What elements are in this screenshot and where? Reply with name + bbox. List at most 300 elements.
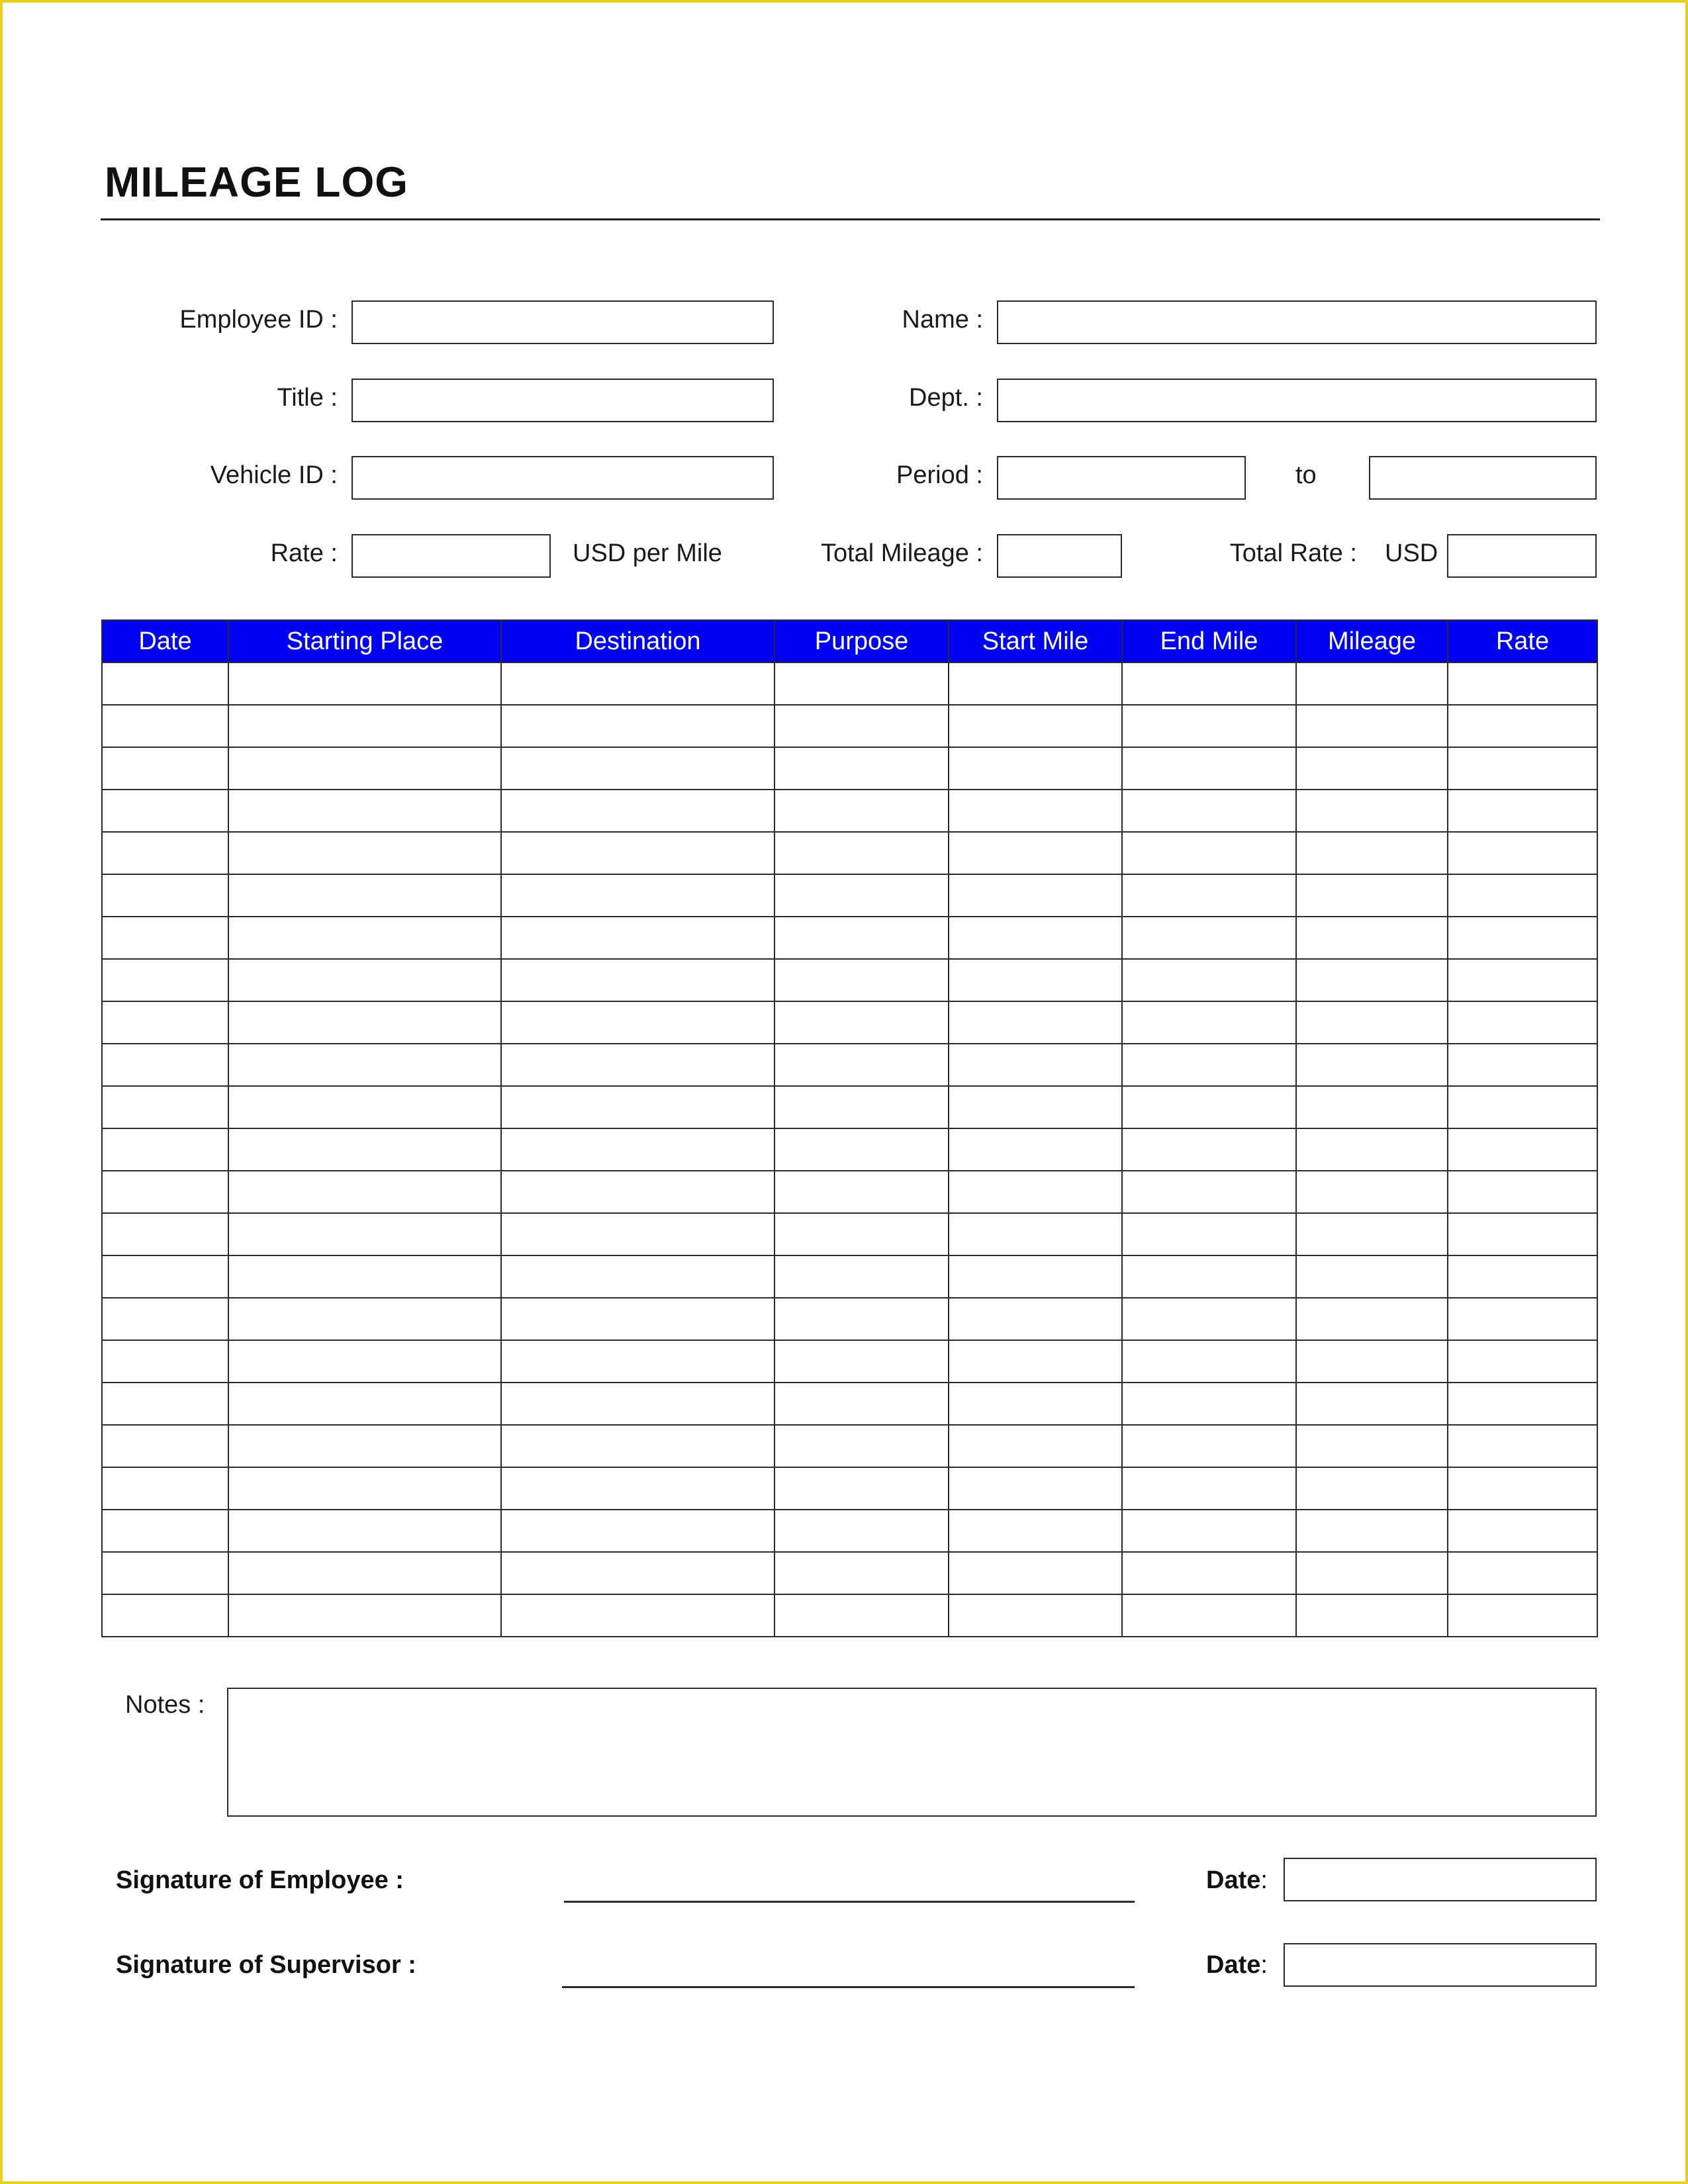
table-cell-date [102, 874, 228, 917]
table-cell-mileage-input[interactable] [1297, 1171, 1447, 1212]
table-cell-rate-input[interactable] [1448, 1129, 1597, 1170]
table-cell-purpose [774, 1255, 949, 1298]
table-cell-rate [1448, 1213, 1597, 1255]
table-cell-starting-place [228, 1171, 501, 1213]
table-cell-end-mile-input[interactable] [1123, 1256, 1295, 1297]
table-cell-end-mile-input[interactable] [1123, 1468, 1295, 1509]
table-row [102, 917, 1597, 959]
table-cell-date [102, 1594, 228, 1637]
table-cell-purpose-input[interactable] [775, 1595, 948, 1636]
table-cell-date-input[interactable] [103, 1171, 228, 1212]
dept-label: Dept. : [909, 384, 983, 412]
table-cell-end-mile-input[interactable] [1123, 1044, 1295, 1085]
table-cell-purpose-input[interactable] [775, 1341, 948, 1382]
table-cell-starting-place-input[interactable] [229, 1553, 500, 1594]
supervisor-signature-label: Signature of Supervisor : [116, 1951, 416, 1979]
table-cell-date [102, 1552, 228, 1594]
table-cell-destination-input[interactable] [502, 960, 774, 1001]
table-cell-purpose-input[interactable] [775, 1171, 948, 1212]
table-cell-starting-place-input[interactable] [229, 1044, 500, 1085]
table-cell-start-mile-input[interactable] [949, 1298, 1121, 1340]
table-cell-date [102, 1467, 228, 1510]
period-from-input[interactable] [997, 456, 1246, 500]
table-cell-destination-input[interactable] [502, 790, 774, 831]
notes-textarea[interactable] [227, 1688, 1597, 1817]
table-cell-destination-input[interactable] [502, 1214, 774, 1255]
table-cell-end-mile-input[interactable] [1123, 875, 1295, 916]
table-cell-purpose [774, 1298, 949, 1340]
table-cell-starting-place-input[interactable] [229, 1510, 500, 1551]
table-cell-destination-input[interactable] [502, 1129, 774, 1170]
table-cell-mileage-input[interactable] [1297, 1553, 1447, 1594]
table-cell-starting-place [228, 1086, 501, 1128]
table-cell-purpose-input[interactable] [775, 1553, 948, 1594]
table-cell-mileage-input[interactable] [1297, 1383, 1447, 1424]
table-cell-rate [1448, 917, 1597, 959]
table-cell-date [102, 1171, 228, 1213]
table-cell-mileage-input[interactable] [1297, 1256, 1447, 1297]
table-cell-destination-input[interactable] [502, 1595, 774, 1636]
table-cell-mileage-input[interactable] [1297, 748, 1447, 789]
table-cell-purpose-input[interactable] [775, 790, 948, 831]
table-cell-rate [1448, 959, 1597, 1001]
table-cell-purpose [774, 1425, 949, 1467]
employee-id-label: Employee ID : [179, 306, 338, 334]
table-cell-end-mile-input[interactable] [1123, 1129, 1295, 1170]
table-cell-mileage-input[interactable] [1297, 1510, 1447, 1551]
table-cell-end-mile-input[interactable] [1123, 1595, 1295, 1636]
table-cell-destination-input[interactable] [502, 1468, 774, 1509]
table-cell-end-mile [1122, 662, 1296, 705]
table-cell-purpose [774, 747, 949, 790]
table-cell-destination [501, 1255, 774, 1298]
table-cell-destination-input[interactable] [502, 875, 774, 916]
employee-signature-line[interactable] [564, 1901, 1135, 1903]
table-cell-purpose [774, 1552, 949, 1594]
table-cell-end-mile-input[interactable] [1123, 790, 1295, 831]
table-cell-end-mile-input[interactable] [1123, 833, 1295, 874]
table-cell-starting-place-input[interactable] [229, 1468, 500, 1509]
table-cell-mileage-input[interactable] [1297, 1044, 1447, 1085]
table-cell-mileage [1296, 1552, 1448, 1594]
table-cell-destination-input[interactable] [502, 1510, 774, 1551]
table-cell-purpose [774, 662, 949, 705]
table-cell-purpose-input[interactable] [775, 875, 948, 916]
table-cell-purpose-input[interactable] [775, 705, 948, 747]
table-cell-rate [1448, 874, 1597, 917]
table-row [102, 747, 1597, 790]
table-cell-purpose [774, 1086, 949, 1128]
table-cell-destination-input[interactable] [502, 1341, 774, 1382]
table-cell-end-mile-input[interactable] [1123, 1383, 1295, 1424]
table-cell-purpose-input[interactable] [775, 1002, 948, 1043]
table-cell-rate-input[interactable] [1448, 1468, 1597, 1509]
table-cell-destination [501, 1552, 774, 1594]
table-cell-rate-input[interactable] [1448, 1383, 1597, 1424]
table-cell-mileage-input[interactable] [1297, 1426, 1447, 1467]
table-cell-destination-input[interactable] [502, 1553, 774, 1594]
table-cell-rate-input[interactable] [1448, 1298, 1597, 1340]
table-cell-mileage-input[interactable] [1297, 1341, 1447, 1382]
table-cell-end-mile-input[interactable] [1123, 1171, 1295, 1212]
table-cell-end-mile [1122, 1383, 1296, 1425]
table-cell-purpose-input[interactable] [775, 1129, 948, 1170]
page-title: MILEAGE LOG [105, 158, 408, 206]
table-cell-rate-input[interactable] [1448, 1341, 1597, 1382]
table-cell-mileage-input[interactable] [1297, 1468, 1447, 1509]
column-header-destination: Destination [501, 620, 774, 662]
table-cell-destination [501, 1001, 774, 1044]
table-cell-starting-place [228, 874, 501, 917]
table-cell-date-input[interactable] [103, 1256, 228, 1297]
table-cell-end-mile-input[interactable] [1123, 917, 1295, 958]
table-cell-purpose-input[interactable] [775, 1256, 948, 1297]
table-cell-end-mile-input[interactable] [1123, 1553, 1295, 1594]
table-cell-end-mile [1122, 874, 1296, 917]
table-cell-end-mile-input[interactable] [1123, 960, 1295, 1001]
table-cell-rate [1448, 747, 1597, 790]
table-cell-rate-input[interactable] [1448, 1510, 1597, 1551]
table-cell-start-mile [949, 1171, 1122, 1213]
table-cell-end-mile-input[interactable] [1123, 1214, 1295, 1255]
employee-id-input[interactable] [352, 300, 774, 344]
table-cell-starting-place-input[interactable] [229, 917, 500, 958]
table-row [102, 1594, 1597, 1637]
table-cell-start-mile-input[interactable] [949, 960, 1121, 1001]
table-cell-starting-place [228, 1594, 501, 1637]
table-cell-start-mile [949, 1383, 1122, 1425]
name-label: Name : [902, 306, 983, 334]
table-cell-purpose-input[interactable] [775, 1087, 948, 1128]
table-cell-starting-place-input[interactable] [229, 1341, 500, 1382]
table-cell-starting-place [228, 1552, 501, 1594]
table-cell-destination-input[interactable] [502, 917, 774, 958]
table-cell-rate [1448, 1044, 1597, 1086]
table-cell-start-mile-input[interactable] [949, 748, 1121, 789]
table-cell-destination [501, 1213, 774, 1255]
table-cell-destination-input[interactable] [502, 833, 774, 874]
table-cell-start-mile [949, 1213, 1122, 1255]
supervisor-date-label: Date: [1206, 1951, 1268, 1979]
table-cell-end-mile-input[interactable] [1123, 1510, 1295, 1551]
table-cell-start-mile-input[interactable] [949, 663, 1121, 704]
table-cell-mileage [1296, 1171, 1448, 1213]
table-cell-end-mile-input[interactable] [1123, 1087, 1295, 1128]
table-cell-starting-place-input[interactable] [229, 705, 500, 747]
table-cell-rate-input[interactable] [1448, 1044, 1597, 1085]
table-cell-starting-place [228, 662, 501, 705]
rate-input[interactable] [352, 534, 551, 578]
table-cell-starting-place-input[interactable] [229, 1426, 500, 1467]
table-cell-destination-input[interactable] [502, 1171, 774, 1212]
table-cell-start-mile-input[interactable] [949, 1214, 1121, 1255]
table-cell-start-mile-input[interactable] [949, 1087, 1121, 1128]
table-cell-starting-place-input[interactable] [229, 1129, 500, 1170]
table-cell-date-input[interactable] [103, 1383, 228, 1424]
table-cell-purpose-input[interactable] [775, 917, 948, 958]
table-cell-rate-input[interactable] [1448, 705, 1597, 747]
table-cell-mileage-input[interactable] [1297, 1595, 1447, 1636]
table-cell-destination-input[interactable] [502, 1044, 774, 1085]
table-cell-purpose-input[interactable] [775, 1298, 948, 1340]
table-cell-date [102, 917, 228, 959]
table-cell-starting-place-input[interactable] [229, 875, 500, 916]
table-cell-destination-input[interactable] [502, 663, 774, 704]
table-cell-starting-place [228, 1383, 501, 1425]
table-cell-destination-input[interactable] [502, 1002, 774, 1043]
table-cell-rate-input[interactable] [1448, 875, 1597, 916]
table-cell-start-mile-input[interactable] [949, 833, 1121, 874]
table-cell-mileage [1296, 1510, 1448, 1552]
period-label: Period : [896, 461, 983, 489]
table-cell-date-input[interactable] [103, 1426, 228, 1467]
table-cell-starting-place [228, 1044, 501, 1086]
table-cell-destination-input[interactable] [502, 1087, 774, 1128]
table-cell-mileage-input[interactable] [1297, 663, 1447, 704]
table-cell-starting-place-input[interactable] [229, 1383, 500, 1424]
table-cell-start-mile-input[interactable] [949, 1595, 1121, 1636]
table-cell-purpose [774, 705, 949, 747]
table-cell-date-input[interactable] [103, 1468, 228, 1509]
table-cell-end-mile-input[interactable] [1123, 748, 1295, 789]
table-cell-date-input[interactable] [103, 917, 228, 958]
table-cell-rate-input[interactable] [1448, 1087, 1597, 1128]
name-input[interactable] [997, 300, 1597, 344]
table-row [102, 1213, 1597, 1255]
table-cell-rate-input[interactable] [1448, 833, 1597, 874]
table-cell-purpose-input[interactable] [775, 1426, 948, 1467]
table-cell-mileage-input[interactable] [1297, 960, 1447, 1001]
table-cell-start-mile-input[interactable] [949, 1383, 1121, 1424]
table-cell-start-mile [949, 747, 1122, 790]
table-cell-start-mile-input[interactable] [949, 1256, 1121, 1297]
table-cell-date [102, 662, 228, 705]
table-cell-start-mile-input[interactable] [949, 1129, 1121, 1170]
table-cell-end-mile-input[interactable] [1123, 1341, 1295, 1382]
table-cell-date-input[interactable] [103, 1087, 228, 1128]
column-header-date: Date [102, 620, 228, 662]
title-input[interactable] [352, 379, 774, 422]
table-row [102, 1298, 1597, 1340]
title-label: Title : [277, 384, 338, 412]
table-cell-rate-input[interactable] [1448, 790, 1597, 831]
table-cell-date-input[interactable] [103, 1553, 228, 1594]
table-cell-start-mile-input[interactable] [949, 917, 1121, 958]
table-cell-mileage-input[interactable] [1297, 833, 1447, 874]
table-cell-mileage [1296, 874, 1448, 917]
table-cell-date [102, 1340, 228, 1383]
table-cell-purpose-input[interactable] [775, 1383, 948, 1424]
table-cell-starting-place [228, 1340, 501, 1383]
table-cell-rate-input[interactable] [1448, 960, 1597, 1001]
table-cell-purpose-input[interactable] [775, 748, 948, 789]
table-cell-start-mile-input[interactable] [949, 1044, 1121, 1085]
table-cell-date [102, 1383, 228, 1425]
table-cell-destination-input[interactable] [502, 748, 774, 789]
table-cell-rate-input[interactable] [1448, 748, 1597, 789]
table-cell-end-mile-input[interactable] [1123, 1426, 1295, 1467]
table-cell-mileage-input[interactable] [1297, 917, 1447, 958]
table-cell-end-mile-input[interactable] [1123, 1002, 1295, 1043]
table-cell-starting-place-input[interactable] [229, 1256, 500, 1297]
table-cell-purpose [774, 832, 949, 874]
table-row [102, 1340, 1597, 1383]
table-cell-destination [501, 959, 774, 1001]
table-cell-date-input[interactable] [103, 748, 228, 789]
table-cell-start-mile-input[interactable] [949, 705, 1121, 747]
table-cell-start-mile-input[interactable] [949, 1002, 1121, 1043]
table-cell-starting-place-input[interactable] [229, 1595, 500, 1636]
table-cell-date [102, 959, 228, 1001]
table-cell-mileage [1296, 1425, 1448, 1467]
total-rate-currency: USD [1385, 539, 1438, 567]
table-cell-date-input[interactable] [103, 1044, 228, 1085]
table-cell-starting-place-input[interactable] [229, 748, 500, 789]
table-cell-starting-place-input[interactable] [229, 960, 500, 1001]
table-cell-destination-input[interactable] [502, 1383, 774, 1424]
table-cell-end-mile [1122, 1594, 1296, 1637]
vehicle-id-input[interactable] [352, 456, 774, 500]
table-cell-start-mile-input[interactable] [949, 1426, 1121, 1467]
table-cell-rate [1448, 1128, 1597, 1171]
table-cell-rate-input[interactable] [1448, 1002, 1597, 1043]
table-cell-starting-place-input[interactable] [229, 1171, 500, 1212]
table-cell-date-input[interactable] [103, 960, 228, 1001]
table-cell-date-input[interactable] [103, 663, 228, 704]
table-cell-purpose [774, 790, 949, 832]
table-cell-rate-input[interactable] [1448, 1595, 1597, 1636]
table-cell-start-mile [949, 1255, 1122, 1298]
table-cell-purpose [774, 1594, 949, 1637]
table-cell-start-mile-input[interactable] [949, 1341, 1121, 1382]
table-cell-end-mile-input[interactable] [1123, 705, 1295, 747]
table-cell-rate-input[interactable] [1448, 1553, 1597, 1594]
dept-input[interactable] [997, 379, 1597, 422]
table-cell-date-input[interactable] [103, 1341, 228, 1382]
table-cell-date-input[interactable] [103, 1002, 228, 1043]
table-cell-destination-input[interactable] [502, 1298, 774, 1340]
table-cell-start-mile [949, 790, 1122, 832]
table-cell-date-input[interactable] [103, 1595, 228, 1636]
table-cell-end-mile-input[interactable] [1123, 1298, 1295, 1340]
table-cell-start-mile [949, 1552, 1122, 1594]
table-cell-mileage-input[interactable] [1297, 1129, 1447, 1170]
table-cell-rate-input[interactable] [1448, 1256, 1597, 1297]
table-cell-mileage-input[interactable] [1297, 1214, 1447, 1255]
table-cell-starting-place [228, 1467, 501, 1510]
table-cell-end-mile-input[interactable] [1123, 663, 1295, 704]
table-cell-date-input[interactable] [103, 790, 228, 831]
table-cell-date-input[interactable] [103, 833, 228, 874]
supervisor-date-input[interactable] [1284, 1943, 1597, 1987]
table-cell-destination [501, 1171, 774, 1213]
title-divider [101, 218, 1600, 220]
table-cell-purpose-input[interactable] [775, 1468, 948, 1509]
table-cell-date [102, 747, 228, 790]
table-cell-date-input[interactable] [103, 875, 228, 916]
table-cell-mileage-input[interactable] [1297, 1087, 1447, 1128]
table-cell-date [102, 1128, 228, 1171]
column-header-rate: Rate [1448, 620, 1597, 662]
table-cell-rate-input[interactable] [1448, 917, 1597, 958]
table-cell-starting-place-input[interactable] [229, 663, 500, 704]
table-cell-starting-place-input[interactable] [229, 833, 500, 874]
table-cell-rate [1448, 1255, 1597, 1298]
table-cell-destination [501, 832, 774, 874]
supervisor-signature-line[interactable] [562, 1986, 1135, 1988]
table-cell-end-mile [1122, 747, 1296, 790]
table-row [102, 1001, 1597, 1044]
column-header-purpose: Purpose [774, 620, 949, 662]
table-cell-start-mile-input[interactable] [949, 1468, 1121, 1509]
table-cell-rate-input[interactable] [1448, 1426, 1597, 1467]
table-cell-purpose-input[interactable] [775, 960, 948, 1001]
table-cell-purpose-input[interactable] [775, 663, 948, 704]
table-cell-mileage [1296, 662, 1448, 705]
table-cell-end-mile [1122, 1086, 1296, 1128]
period-to-input[interactable] [1369, 456, 1597, 500]
table-cell-destination [501, 1298, 774, 1340]
table-cell-mileage-input[interactable] [1297, 1298, 1447, 1340]
table-cell-date-input[interactable] [103, 1214, 228, 1255]
table-cell-starting-place-input[interactable] [229, 1002, 500, 1043]
table-cell-starting-place [228, 1255, 501, 1298]
table-cell-start-mile-input[interactable] [949, 1510, 1121, 1551]
table-cell-date-input[interactable] [103, 1298, 228, 1340]
table-cell-destination-input[interactable] [502, 1426, 774, 1467]
table-cell-date [102, 705, 228, 747]
table-cell-mileage [1296, 1255, 1448, 1298]
table-cell-start-mile-input[interactable] [949, 1553, 1121, 1594]
table-cell-rate [1448, 662, 1597, 705]
table-cell-date-input[interactable] [103, 1129, 228, 1170]
table-cell-destination-input[interactable] [502, 705, 774, 747]
rate-unit-label: USD per Mile [573, 539, 722, 567]
table-cell-rate-input[interactable] [1448, 1171, 1597, 1212]
table-cell-destination-input[interactable] [502, 1256, 774, 1297]
table-cell-start-mile-input[interactable] [949, 875, 1121, 916]
table-cell-rate-input[interactable] [1448, 1214, 1597, 1255]
table-cell-date-input[interactable] [103, 705, 228, 747]
table-cell-starting-place [228, 1213, 501, 1255]
table-cell-rate-input[interactable] [1448, 663, 1597, 704]
table-cell-purpose-input[interactable] [775, 1510, 948, 1551]
table-cell-date-input[interactable] [103, 1510, 228, 1551]
notes-label: Notes : [125, 1691, 205, 1719]
table-cell-starting-place [228, 790, 501, 832]
table-cell-rate [1448, 1086, 1597, 1128]
table-cell-starting-place [228, 1298, 501, 1340]
total-rate-input[interactable] [1447, 534, 1597, 578]
table-cell-starting-place-input[interactable] [229, 1298, 500, 1340]
table-cell-starting-place-input[interactable] [229, 1214, 500, 1255]
table-cell-purpose-input[interactable] [775, 1044, 948, 1085]
table-cell-mileage-input[interactable] [1297, 790, 1447, 831]
table-cell-mileage-input[interactable] [1297, 1002, 1447, 1043]
total-mileage-input[interactable] [997, 534, 1122, 578]
table-cell-start-mile-input[interactable] [949, 1171, 1121, 1212]
table-row [102, 1255, 1597, 1298]
table-cell-starting-place-input[interactable] [229, 790, 500, 831]
table-cell-purpose-input[interactable] [775, 1214, 948, 1255]
table-cell-purpose-input[interactable] [775, 833, 948, 874]
employee-date-input[interactable] [1284, 1858, 1597, 1901]
table-cell-start-mile-input[interactable] [949, 790, 1121, 831]
table-cell-starting-place-input[interactable] [229, 1087, 500, 1128]
table-cell-mileage-input[interactable] [1297, 705, 1447, 747]
period-to-label: to [1295, 461, 1317, 489]
table-cell-mileage-input[interactable] [1297, 875, 1447, 916]
